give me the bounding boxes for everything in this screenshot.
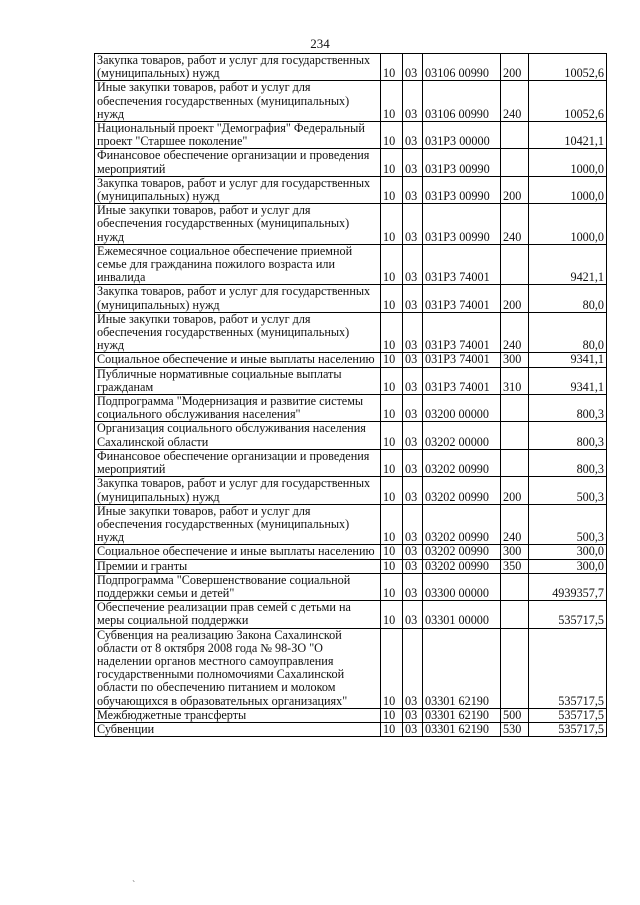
row-expense-type-cell: 200 [501,176,529,203]
row-name-cell: Закупка товаров, работ и услуг для государственных (муниципальных) нужд [95,285,381,312]
row-section-cell: 10 [381,722,403,736]
row-expense-type-cell: 200 [501,54,529,81]
row-name-cell: Межбюджетные трансферты [95,708,381,722]
row-section-cell: 10 [381,54,403,81]
row-target-article-cell: 031P3 00990 [423,149,501,176]
row-expense-type-cell: 300 [501,545,529,559]
table-row [95,176,607,203]
row-subsection-cell: 03 [403,422,423,449]
row-name-cell: Иные закупки товаров, работ и услуг для обеспечения государственных (муниципальных) нужд [95,504,381,545]
table-row [95,204,607,245]
row-amount-cell: 800,3 [529,422,607,449]
row-subsection-cell: 03 [403,601,423,628]
row-section-cell: 10 [381,176,403,203]
row-expense-type-cell: 240 [501,312,529,353]
row-expense-type-cell [501,601,529,628]
table-row [95,54,607,81]
row-subsection-cell: 03 [403,722,423,736]
row-subsection-cell: 03 [403,504,423,545]
row-name-cell: Ежемесячное социальное обеспечение приемной семье для гражданина пожилого возраста или инвалида [95,244,381,285]
row-subsection-cell: 03 [403,149,423,176]
row-expense-type-cell: 200 [501,477,529,504]
table-row [95,628,607,708]
table-row [95,122,607,149]
row-expense-type-cell: 500 [501,708,529,722]
row-subsection-cell: 03 [403,54,423,81]
row-amount-cell: 300,0 [529,545,607,559]
row-section-cell: 10 [381,204,403,245]
table-row [95,545,607,559]
row-subsection-cell: 03 [403,244,423,285]
row-amount-cell: 80,0 [529,285,607,312]
table-row [95,573,607,600]
row-expense-type-cell [501,395,529,422]
row-section-cell: 10 [381,504,403,545]
row-target-article-cell: 031P3 74001 [423,312,501,353]
row-amount-cell: 9341,1 [529,367,607,394]
row-amount-cell: 10052,6 [529,81,607,122]
table-row [95,708,607,722]
row-name-cell: Иные закупки товаров, работ и услуг для обеспечения государственных (муниципальных) нужд [95,81,381,122]
row-expense-type-cell [501,449,529,476]
row-amount-cell: 800,3 [529,395,607,422]
row-section-cell: 10 [381,285,403,312]
row-target-article-cell: 031P3 00990 [423,176,501,203]
row-section-cell: 10 [381,149,403,176]
row-target-article-cell: 03106 00990 [423,54,501,81]
table-row [95,504,607,545]
row-expense-type-cell: 240 [501,81,529,122]
row-section-cell: 10 [381,449,403,476]
table-row [95,395,607,422]
row-subsection-cell: 03 [403,204,423,245]
table-row [95,312,607,353]
row-name-cell: Закупка товаров, работ и услуг для государственных (муниципальных) нужд [95,176,381,203]
row-amount-cell: 10052,6 [529,54,607,81]
row-subsection-cell: 03 [403,122,423,149]
row-name-cell: Социальное обеспечение и иные выплаты населению [95,545,381,559]
row-amount-cell: 9421,1 [529,244,607,285]
row-amount-cell: 300,0 [529,559,607,573]
row-target-article-cell: 031P3 74001 [423,285,501,312]
table-row [95,285,607,312]
row-target-article-cell: 03202 00000 [423,422,501,449]
row-target-article-cell: 031P3 74001 [423,367,501,394]
row-subsection-cell: 03 [403,628,423,708]
row-name-cell: Премии и гранты [95,559,381,573]
row-name-cell: Закупка товаров, работ и услуг для государственных (муниципальных) нужд [95,54,381,81]
budget-table-body [95,54,607,737]
row-subsection-cell: 03 [403,559,423,573]
row-name-cell: Подпрограмма "Модернизация и развитие системы социального обслуживания населения" [95,395,381,422]
row-subsection-cell: 03 [403,708,423,722]
row-section-cell: 10 [381,601,403,628]
row-section-cell: 10 [381,367,403,394]
row-target-article-cell: 031P3 00990 [423,204,501,245]
row-expense-type-cell: 200 [501,285,529,312]
row-name-cell: Организация социального обслуживания населения Сахалинской области [95,422,381,449]
row-expense-type-cell [501,244,529,285]
row-amount-cell: 4939357,7 [529,573,607,600]
table-row [95,367,607,394]
row-section-cell: 10 [381,395,403,422]
row-subsection-cell: 03 [403,367,423,394]
row-expense-type-cell [501,573,529,600]
table-row [95,244,607,285]
row-subsection-cell: 03 [403,449,423,476]
row-target-article-cell: 03301 62190 [423,708,501,722]
row-target-article-cell: 03106 00990 [423,81,501,122]
table-row [95,722,607,736]
row-name-cell: Национальный проект "Демография" Федеральный проект "Старшее поколение" [95,122,381,149]
row-expense-type-cell [501,422,529,449]
row-name-cell: Иные закупки товаров, работ и услуг для обеспечения государственных (муниципальных) нужд [95,204,381,245]
row-amount-cell: 80,0 [529,312,607,353]
scan-mark: ` [132,880,136,891]
row-target-article-cell: 03202 00990 [423,449,501,476]
table-row [95,601,607,628]
row-amount-cell: 1000,0 [529,176,607,203]
row-section-cell: 10 [381,422,403,449]
row-target-article-cell: 03200 00000 [423,395,501,422]
table-row [95,422,607,449]
row-section-cell: 10 [381,573,403,600]
row-section-cell: 10 [381,81,403,122]
row-expense-type-cell: 350 [501,559,529,573]
row-subsection-cell: 03 [403,81,423,122]
row-name-cell: Субвенции [95,722,381,736]
row-section-cell: 10 [381,545,403,559]
row-name-cell: Финансовое обеспечение организации и проведения мероприятий [95,149,381,176]
row-target-article-cell: 03202 00990 [423,545,501,559]
row-name-cell: Закупка товаров, работ и услуг для государственных (муниципальных) нужд [95,477,381,504]
row-subsection-cell: 03 [403,176,423,203]
row-amount-cell: 535717,5 [529,722,607,736]
table-row [95,149,607,176]
row-target-article-cell: 031P3 74001 [423,353,501,367]
row-name-cell: Субвенция на реализацию Закона Сахалинской области от 8 октября 2008 года № 98-ЗО "О наделении органов местного самоуправления государственными полномочиями Сахалинской области по обеспечению питанием и молоком обучающихся в образовательных организациях" [95,628,381,708]
row-name-cell: Публичные нормативные социальные выплаты гражданам [95,367,381,394]
row-subsection-cell: 03 [403,312,423,353]
row-target-article-cell: 03301 00000 [423,601,501,628]
row-target-article-cell: 031P3 74001 [423,244,501,285]
table-row [95,353,607,367]
row-name-cell: Обеспечение реализации прав семей с детьми на меры социальной поддержки [95,601,381,628]
row-amount-cell: 535717,5 [529,628,607,708]
row-section-cell: 10 [381,312,403,353]
table-row [95,477,607,504]
table-row [95,81,607,122]
row-name-cell: Финансовое обеспечение организации и проведения мероприятий [95,449,381,476]
row-subsection-cell: 03 [403,573,423,600]
row-expense-type-cell [501,628,529,708]
row-section-cell: 10 [381,628,403,708]
row-section-cell: 10 [381,477,403,504]
row-expense-type-cell [501,122,529,149]
row-expense-type-cell: 530 [501,722,529,736]
row-section-cell: 10 [381,122,403,149]
row-target-article-cell: 03300 00000 [423,573,501,600]
row-subsection-cell: 03 [403,395,423,422]
row-amount-cell: 500,3 [529,477,607,504]
row-expense-type-cell [501,149,529,176]
row-target-article-cell: 031P3 00000 [423,122,501,149]
row-subsection-cell: 03 [403,285,423,312]
row-target-article-cell: 03202 00990 [423,559,501,573]
row-expense-type-cell: 300 [501,353,529,367]
row-section-cell: 10 [381,559,403,573]
budget-table [94,53,607,737]
row-target-article-cell: 03202 00990 [423,504,501,545]
table-row [95,449,607,476]
row-amount-cell: 1000,0 [529,149,607,176]
row-subsection-cell: 03 [403,545,423,559]
row-expense-type-cell: 310 [501,367,529,394]
table-row [95,559,607,573]
row-subsection-cell: 03 [403,353,423,367]
row-name-cell: Подпрограмма "Совершенствование социальной поддержки семьи и детей" [95,573,381,600]
row-target-article-cell: 03301 62190 [423,722,501,736]
row-amount-cell: 535717,5 [529,601,607,628]
row-amount-cell: 500,3 [529,504,607,545]
row-amount-cell: 10421,1 [529,122,607,149]
row-name-cell: Иные закупки товаров, работ и услуг для обеспечения государственных (муниципальных) нужд [95,312,381,353]
row-name-cell: Социальное обеспечение и иные выплаты населению [95,353,381,367]
row-expense-type-cell: 240 [501,504,529,545]
row-target-article-cell: 03202 00990 [423,477,501,504]
row-section-cell: 10 [381,353,403,367]
row-expense-type-cell: 240 [501,204,529,245]
row-target-article-cell: 03301 62190 [423,628,501,708]
row-amount-cell: 800,3 [529,449,607,476]
row-amount-cell: 535717,5 [529,708,607,722]
page-number: 234 [310,36,330,51]
row-amount-cell: 1000,0 [529,204,607,245]
row-section-cell: 10 [381,244,403,285]
row-amount-cell: 9341,1 [529,353,607,367]
row-subsection-cell: 03 [403,477,423,504]
row-section-cell: 10 [381,708,403,722]
